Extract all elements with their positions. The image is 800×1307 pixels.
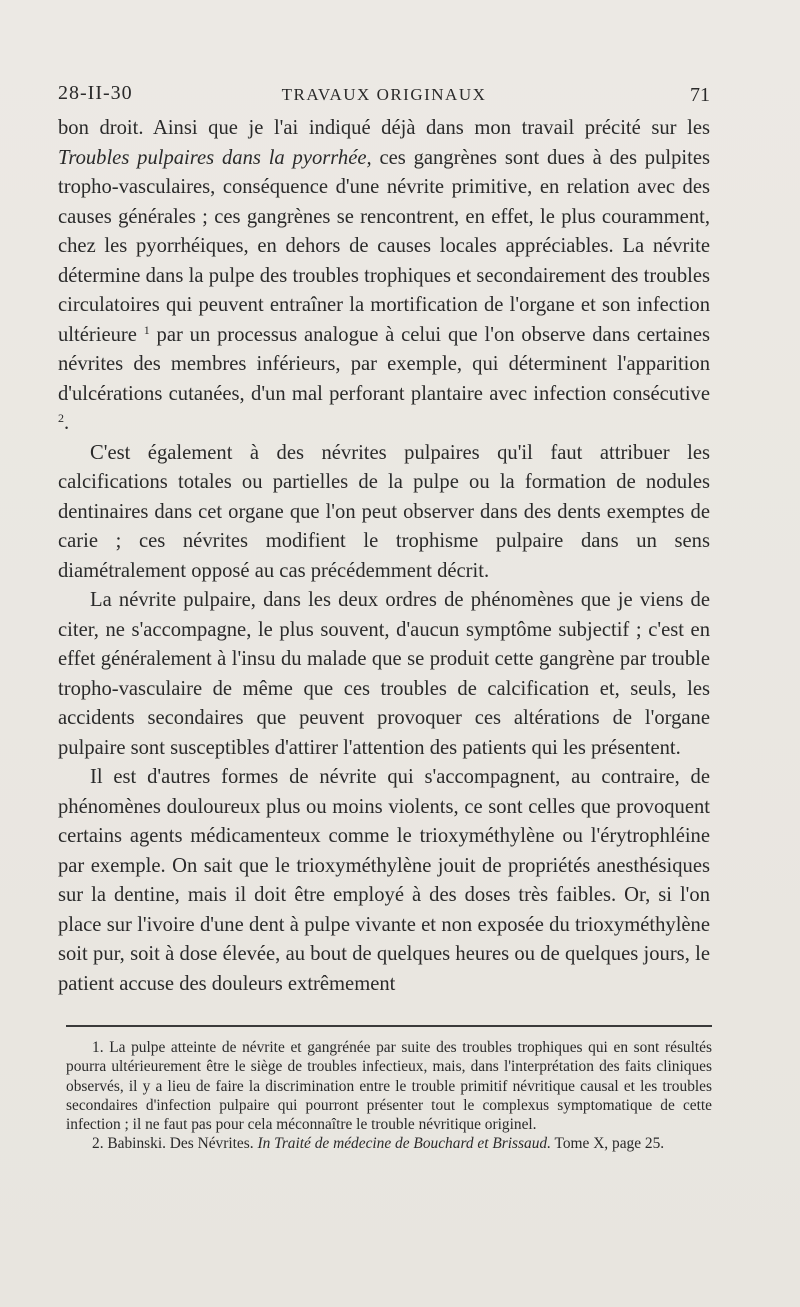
paragraph-1-text-b: ces gangrènes sont dues à des pulpites tropho-vasculaires, conséquence d'une névrite primitive, en relation avec des causes générales ; ces gangrènes se rencontrent, en effet, le plus couramment, chez les pyorrhéiques, en dehors de causes locales appréciables. La névrite détermine dans la pulpe des troubles trophiques et secondairement des troubles circulatoires qui peuvent entraîner la mortification de l'organe et son infection ultérieure — [58, 146, 710, 346]
footnote-ref-1[interactable]: 1 — [143, 322, 150, 337]
main-text — [58, 114, 710, 999]
paragraph-3: La névrite pulpaire, dans les deux ordres de phénomènes que je viens de citer, ne s'accompagne, le plus souvent, d'aucun symptôme subjectif ; c'est en effet généralement à l'insu du malade que se produit cette gangrène par trouble tropho-vasculaire de même que ces troubles de calcification et, seuls, les accidents secondaires que peuvent provoquer ces altérations de l'organe pulpaire sont susceptibles d'attirer l'attention des patients qui les présentent. — [58, 589, 710, 759]
footnote-ref-2[interactable]: 2 — [58, 411, 64, 425]
paragraph-1 — [58, 114, 710, 439]
footnote-2-text-b: Tome X, page 25. — [550, 1135, 665, 1153]
issue-date: 28-II-30 — [58, 82, 133, 104]
footnote-2 — [66, 1134, 712, 1153]
paragraph-1-text-d: . — [64, 412, 70, 434]
paragraph-4: Il est d'autres formes de névrite qui s'accompagnent, au contraire, de phénomènes douloureux plus ou moins violents, ce sont celles que provoquent certains agents médicamenteux comme le trioxyméthylène ou l'érytrophléine par exemple. On sait que le trioxyméthylène jouit de propriétés anesthésiques sur la dentine, mais il doit être employé à des doses très faibles. Or, si l'on place sur l'ivoire d'une dent à pulpe vivante et non exposée du trioxyméthylène soit pur, soit à dose élevée, au bout de quelques heures ou de quelques jours, le patient accuse des douleurs extrêmement — [58, 766, 710, 995]
footnote-divider — [66, 1025, 712, 1027]
footnotes — [66, 1038, 712, 1154]
journal-section-title: TRAVAUX ORIGINAUX — [281, 85, 487, 104]
cited-work-title: Troubles pulpaires dans la pyorrhée, — [58, 146, 372, 169]
page-number: 71 — [690, 84, 710, 106]
running-head — [58, 82, 710, 110]
footnote-2-text-a: 2. Babinski. Des Névrites. — [92, 1135, 258, 1153]
paragraph-2: C'est également à des névrites pulpaires qu'il faut attribuer les calcifications totales ou partielles de la pulpe ou la formation de nodules dentinaires dans cet organe que l'on peut observer dans des dents exemptes de carie ; ces névrites modifient le trophisme pulpaire dans un sens diamétralement opposé au cas précédemment décrit. — [58, 441, 710, 582]
paragraph-1-text-c: par un processus analogue à celui que l'on observe dans certaines névrites des membres inférieurs, par exemple, qui déterminent l'apparition d'ulcérations cutanées, d'un mal perforant plantaire avec infection consécutive — [58, 323, 710, 405]
footnote-1: 1. La pulpe atteinte de névrite et gangrénée par suite des troubles trophiques qui en sont résultés pourra ultérieurement être le siège de troubles infectieux, mais, dans l'interprétation des faits cliniques observés, il y a lieu de faire la discrimination entre le trouble primitif névritique causal et les troubles secondaires d'infection pulpaire qui pourront présenter tout le complexus symptomatique de cette infection ; il ne faut pas pour cela méconnaître le trouble névritique originel. — [66, 1039, 712, 1134]
paragraph-1-text-a: bon droit. Ainsi que je l'ai indiqué déjà dans mon travail précité sur les — [58, 117, 710, 139]
footnote-2-cited-work: In Traité de médecine de Bouchard et Brissaud. — [257, 1135, 551, 1153]
